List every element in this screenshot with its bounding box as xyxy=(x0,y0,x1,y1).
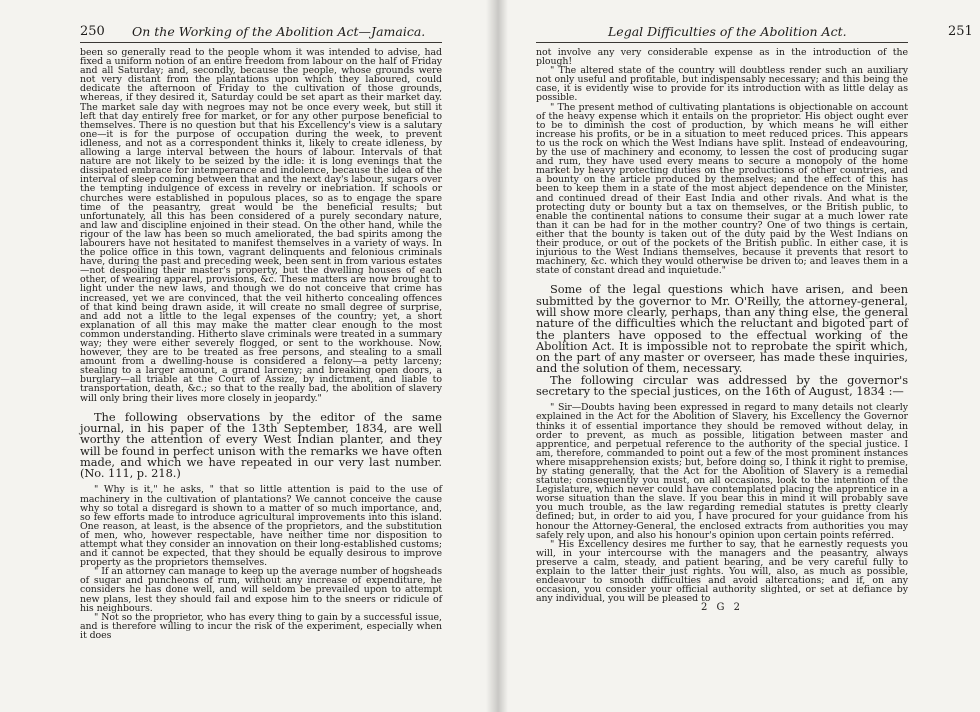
right-paragraph-3: " The present method of cultivating plantations is objectionable on account of the heavy expense which it entails on the proprietor. His object ought ever to be to diminish the cost of production, by which means he will either increase his profits, or be in a situation to meet reduced prices. This appears to us the rock on which the West Indians have split. Instead of endeavouring, by the use of machinery and economy, to lessen the cost of producing sugar and rum, they have used every means to secure a monopoly of the home market by heavy protecting duties on the productions of other countries, and a bounty on the article produced by themselves; and the effect of this has been to keep them in a state of the most abject dependence on the Minister, and continued dread of their East India and other rivals. And what is the protecting duty or bounty but a tax on themselves, or the British public, to enable the continental nations to consume their sugar at a much lower rate than it can be had for in the mother country? One of two things is certain, either that the bounty is taken out of the duty paid by the West Indians on their produce, or out of the pockets of the British public. In either case, it is injurious to the West Indians themselves, because it prevents that resort to machinery, &c. which they would otherwise be driven to; and leaves them in a state of constant dread and inquietude." xyxy=(536,101,908,277)
right-paragraph-2: " The altered state of the country will doubtless render such an auxiliary not only useful and profitable, but indispensably necessary; and this being the case, it is evidently wise to provide for its introduction with as little delay as possible. xyxy=(536,65,908,104)
right-paragraph-5: The following circular was addressed by the governor's secretary to the special justices, on the 16th of August, 1834 :— xyxy=(536,372,908,399)
left-header-rule xyxy=(80,42,442,43)
left-running-header xyxy=(80,24,442,42)
signature-mark: 2 G 2 xyxy=(700,602,744,614)
right-page xyxy=(496,0,980,712)
left-paragraph-5: " Not so the proprietor, who has every thing to gain by a successful issue, and is therefore willing to incur the risk of the experiment, especially when it does xyxy=(80,611,442,641)
left-paragraph-4: " If an attorney can manage to keep up the average number of hogsheads of sugar and puncheons of rum, without any increase of expenditure, he considers he has done well, and will seldom be prevailed upon to attempt new plans, lest they should fail and expose him to the sneers or ridicule of his neighbours. xyxy=(80,566,442,614)
left-page-number: 250 xyxy=(80,24,105,39)
left-paragraph-3: " Why is it," he asks, " that so little attention is paid to the use of machinery in the cultivation of plantations? We cannot conceive the cause why so total a disregard is shown to a matter of so much importance, and, so few efforts made to introduce agricultural improvements into this island. One reason, at least, is the absence of the proprietors, and the substitution of men, who, however respectable, have neither time nor disposition to attempt what they consider an innovation on their long-established customs; and it cannot be expected, that they should be equally desirous to improve property as the proprietors themselves. xyxy=(80,484,442,569)
right-paragraph-1: not involve any very considerable expense as in the introduction of the plough! xyxy=(536,47,908,68)
left-running-head: On the Working of the Abolition Act—Jamaica. xyxy=(132,24,426,39)
right-paragraph-4: Some of the legal questions which have arisen, and been submitted by the governor to Mr. O'Reilly, the attorney-general, will show more clearly, perhaps, than any thing else, the general nature of the difficulties which the reluctant and bigoted part of the planters have opposed to the effectual working of the Abolition Act. It is impossible not to reprobate the spirit which, on the part of any master or overseer, has made these inquiries, and the solution of them, necessary. xyxy=(536,282,908,376)
left-paragraph-2: The following observations by the editor of the same journal, in his paper of the 13th September, 1834, are well worthy the attention of every West Indian planter, and they will be found in perfect unison with the remarks we have often made, and which we have repeated in our very last number. (No. 111, p. 218.) xyxy=(80,409,442,481)
left-paragraph-1: been so generally read to the people whom it was intended to advise, had fixed a uniform notion of an entire freedom from labour on the half of Friday and all Saturday; and, secondly, because the people, whose grounds were not very distant from the plantations upon which they laboured, could dedicate the afternoon of Friday to the cultivation of those grounds, whereas, if they desired it, Saturday could be set apart as their market day. The market sale day with negroes may not be once every week, but still it left that day entirely free for market, or for any other purpose beneficial to themselves. There is no question but that his Excellency's view is a salutary one—it is for the purpose of occupation during the week, to prevent idleness, and not as a correspondent thinks it, likely to create idleness, by allowing a large interval between the hours of labour. Intervals of that nature are not likely to be seized by the idle: it is long evenings that the dissipated embrace for intemperance and indolence, because the idea of the interval of sleep coming between that and the next day's labour, sugars over the tempting indulgence of excess in revelry or inebriation. If schools or churches were established in populous places, so as to engage the spare time of the peasantry, great would be the beneficial results; but unfortunately, all this has been considered of a purely secondary nature, and law and discipline enjoined in their stead. On the other hand, while the rigour of the law has been so much ameliorated, the bad spirits among the labourers have not hesitated to manifest themselves in a variety of ways. In the police office in this town, vagrant delinquents and felonious criminals have, during the past and preceding week, been sent in from various estates—not despoiling their master's property, but the dwelling houses of each other, of wearing apparel, provisions, &c. These matters are now brought to light under the new laws, and though we do not conceive that crime has increased, yet we are convinced, that the veil hitherto concealing offences of that kind being drawn aside, it will create no small degree of surprise, and add not a little to the legal expenses of the country; yet, a short explanation of all this may make the matter clear enough to the most common understanding. Hitherto slave criminals were treated in a summary way; they were either severely flogged, or sent to the workhouse. Now, however, they are to be treated as free persons, and stealing to a small amount from a dwelling-house is considered a felony—a petty larceny; stealing to a larger amount, a grand larceny; and breaking open doors, a burglary—all triable at the Court of Assize, by indictment, and liable to transportation, death, &c.; so that to the really bad, the abolition of slavery will only bring their lives more closely in jeopardy." xyxy=(80,47,442,404)
right-running-head: Legal Difficulties of the Abolition Act. xyxy=(608,24,847,39)
right-paragraph-7: " His Excellency desires me further to say, that he earnestly requests you will, in your intercourse with the managers and the peasantry, always preserve a calm, steady, and patient bearing, and be very careful fully to explain to the latter their just rights. You will, also, as much as possible, endeavour to smooth difficulties and avoid altercations; and if, on any occasion, you consider your official authority slighted, or set at defiance by any individual, you will be pleased to xyxy=(536,538,908,605)
right-page-number: 251 xyxy=(948,24,973,39)
right-header-rule xyxy=(536,42,908,43)
right-running-header xyxy=(608,24,980,42)
left-page-body xyxy=(80,48,442,640)
right-paragraph-6: " Sir—Doubts having been expressed in regard to many details not clearly explained in the Act for the Abolition of Slavery, his Excellency the Governor thinks it of essential importance they should be removed without delay, in order to prevent, as much as possible, litigation between master and apprentice, and perpetual reference to the authority of the special justice. I am, therefore, commanded to point out a few of the most prominent instances where misapprehension exists; but, before doing so, I think it right to premise, by stating generally, that the Act for the Abolition of Slavery is a remedial statute; consequently you must, on all occasions, look to the intention of the Legislature, which never could have contemplated placing the apprentice in a worse situation than the slave. If you bear this in mind it will probably save you much trouble, as the law regarding remedial statutes is pretty clearly defined; but, in order to aid you, I have procured for your guidance from his honour the Attorney-General, the enclosed extracts from authorities you may safely rely upon, and also his honour's opinion upon certain points referred. xyxy=(536,402,908,541)
right-page-body xyxy=(536,48,908,612)
book-gutter-shadow xyxy=(486,0,508,712)
